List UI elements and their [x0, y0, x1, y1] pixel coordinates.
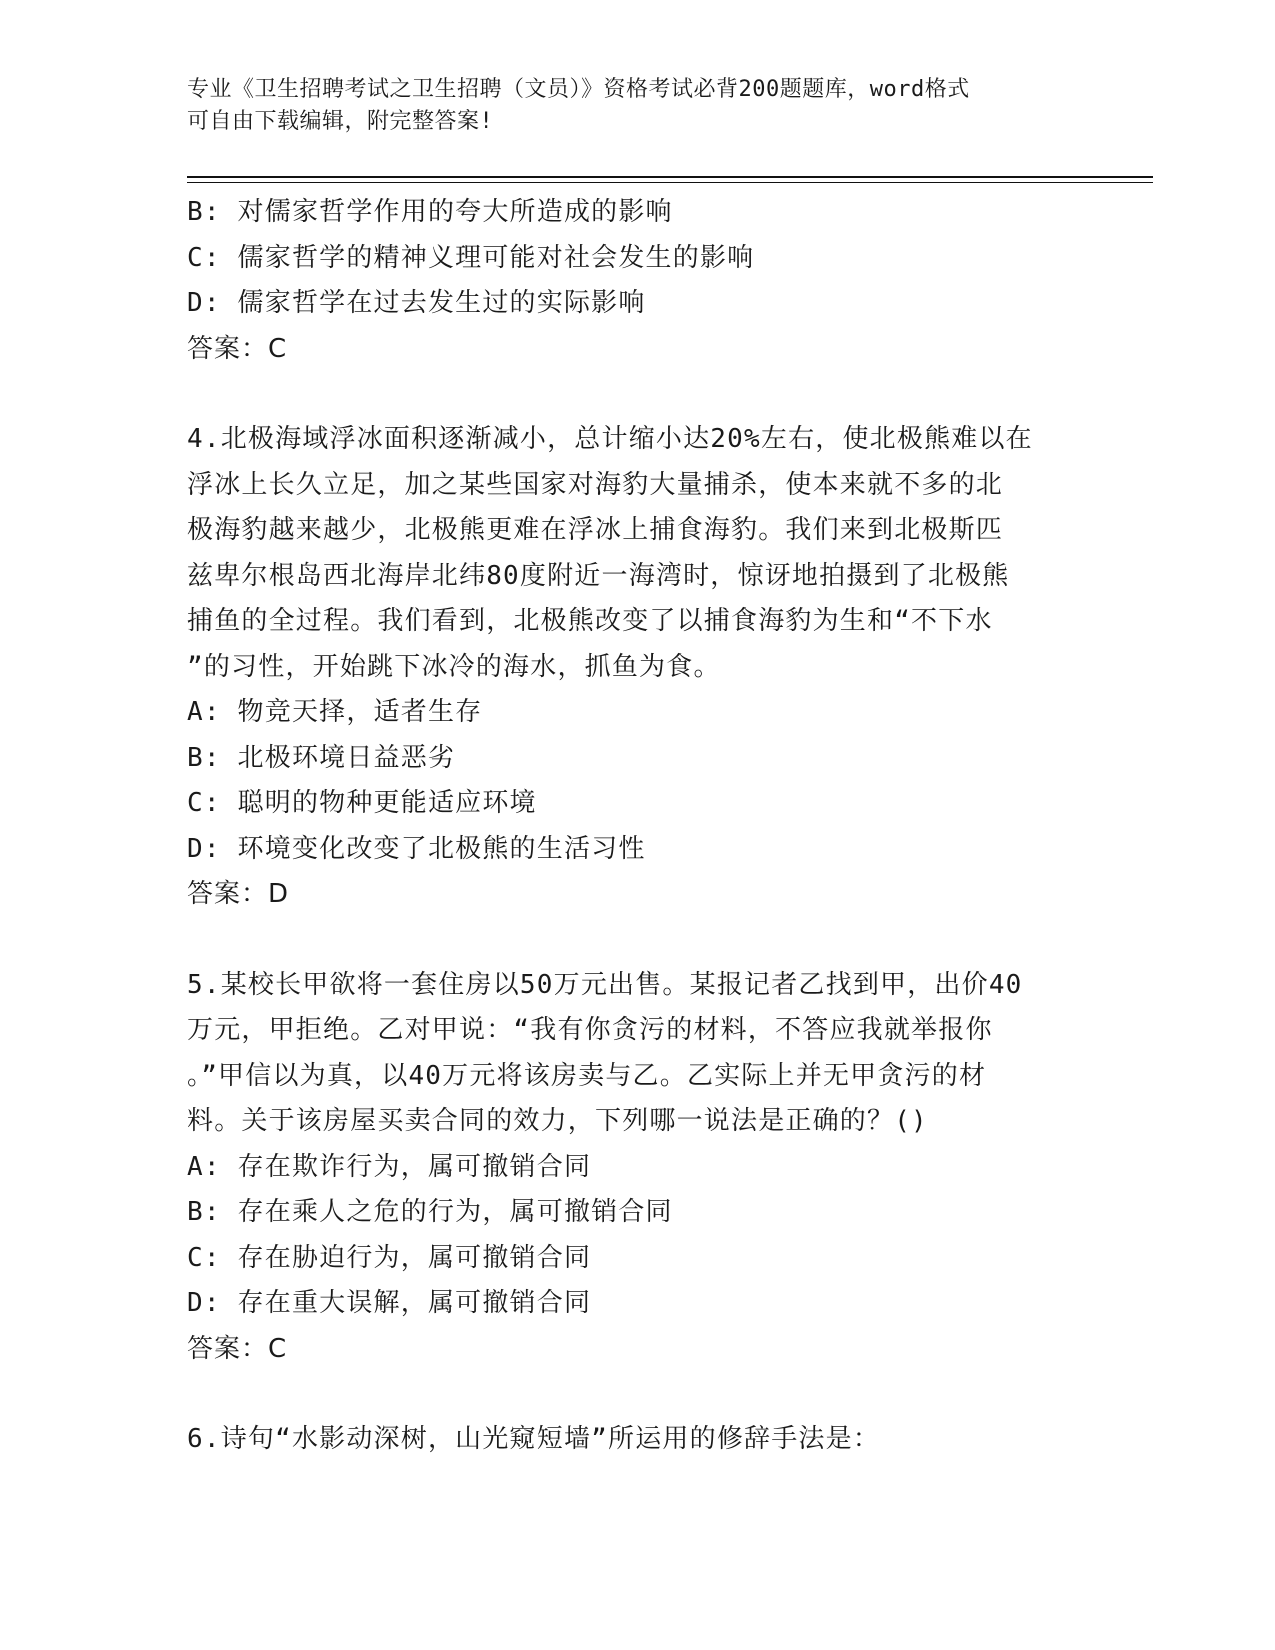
header-line-2: 可自由下载编辑，附完整答案!: [187, 109, 494, 134]
question-list: [187, 190, 1087, 1463]
option-c: C: 儒家哲学的精神义理可能对社会发生的影响: [187, 242, 755, 273]
question-6: [187, 1417, 1087, 1463]
stem-line: 。”甲信以为真，以40万元将该房卖与乙。乙实际上并无甲贪污的材: [187, 1060, 987, 1091]
option-b: B: 北极环境日益恶劣: [187, 742, 456, 773]
option-c: C: 存在胁迫行为，属可撤销合同: [187, 1242, 592, 1273]
question-3-tail: [187, 190, 1087, 372]
stem-line: 浮冰上长久立足，加之某些国家对海豹大量捕杀，使本来就不多的北: [187, 469, 1004, 500]
stem-line: 6.诗句“水影动深树，山光窥短墙”所运用的修辞手法是：: [187, 1424, 881, 1454]
document-header: [187, 74, 1087, 138]
header-divider-thin: [187, 182, 1153, 183]
stem-line: 兹卑尔根岛西北海岸北纬80度附近一海湾时，惊讶地拍摄到了北极熊: [187, 560, 1010, 591]
option-b: B: 对儒家哲学作用的夸大所造成的影响: [187, 197, 673, 227]
spacer: [187, 1372, 1087, 1417]
spacer: [187, 372, 1087, 417]
question-5: [187, 963, 1087, 1373]
stem-line: 料。关于该房屋买卖合同的效力，下列哪一说法是正确的？(): [187, 1106, 928, 1136]
option-d: D: 儒家哲学在过去发生过的实际影响: [187, 288, 646, 318]
answer-line: 答案：C: [187, 333, 288, 364]
stem-line: 5.某校长甲欲将一套住房以50万元出售。某报记者乙找到甲，出价40: [187, 969, 1023, 1000]
answer-line: 答案：D: [187, 879, 290, 909]
option-c: C: 聪明的物种更能适应环境: [187, 788, 537, 818]
question-stem: [187, 417, 1087, 690]
option-d: D: 环境变化改变了北极熊的生活习性: [187, 833, 646, 864]
header-line-1: 专业《卫生招聘考试之卫生招聘（文员）》资格考试必背200题题库，word格式: [187, 77, 970, 102]
option-b: B: 存在乘人之危的行为，属可撤销合同: [187, 1197, 673, 1227]
stem-line: ”的习性，开始跳下冰冷的海水，抓鱼为食。: [187, 651, 721, 682]
answer-line: 答案：C: [187, 1333, 288, 1364]
option-a: A: 物竞天择，适者生存: [187, 697, 483, 727]
question-4: [187, 417, 1087, 918]
option-a: A: 存在欺诈行为，属可撤销合同: [187, 1151, 592, 1182]
spacer: [187, 918, 1087, 963]
stem-line: 万元，甲拒绝。乙对甲说：“我有你贪污的材料，不答应我就举报你: [187, 1015, 993, 1045]
question-stem: [187, 1417, 1087, 1463]
question-stem: [187, 963, 1087, 1145]
stem-line: 4.北极海域浮冰面积逐渐减小，总计缩小达20%左右，使北极熊难以在: [187, 424, 1033, 454]
option-d: D: 存在重大误解，属可撤销合同: [187, 1288, 592, 1318]
stem-line: 捕鱼的全过程。我们看到，北极熊改变了以捕食海豹为生和“不下水: [187, 606, 993, 636]
header-divider-thick: [187, 176, 1153, 178]
stem-line: 极海豹越来越少，北极熊更难在浮冰上捕食海豹。我们来到北极斯匹: [187, 515, 1004, 545]
